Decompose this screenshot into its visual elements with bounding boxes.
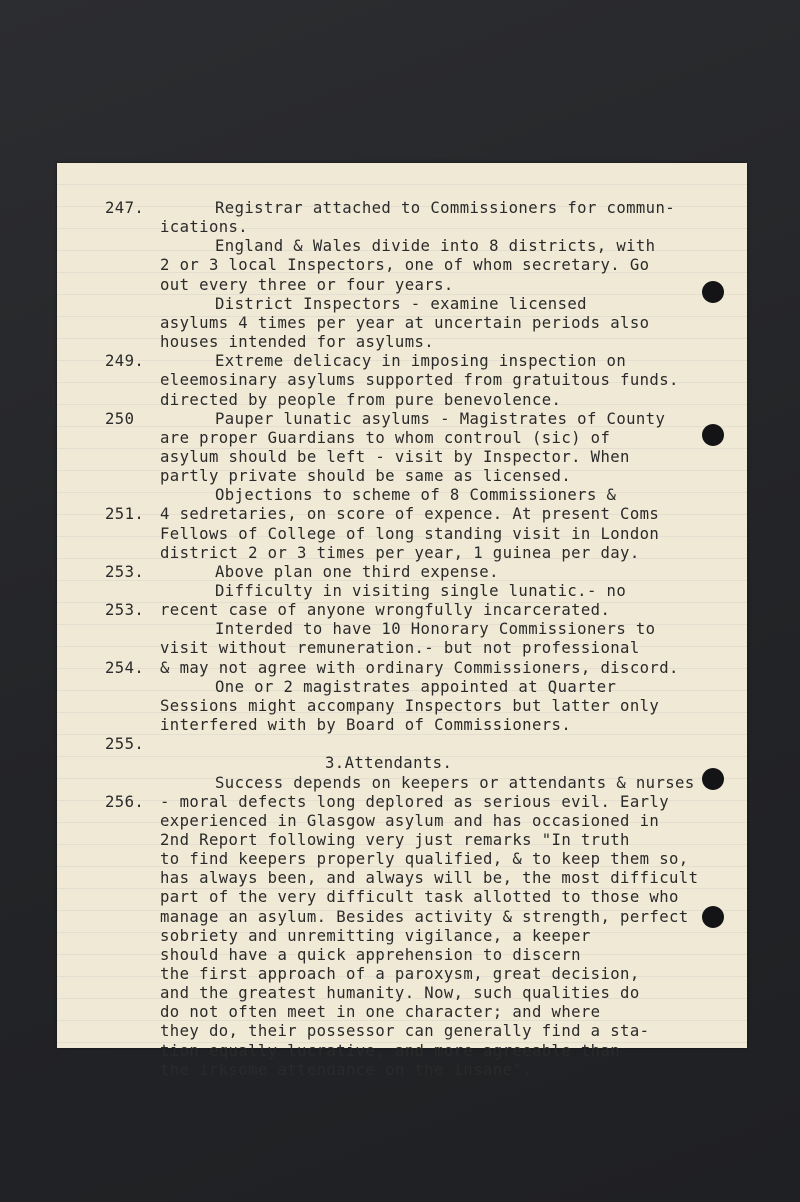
line-text: district 2 or 3 times per year, 1 guinea per day. [160, 543, 640, 562]
text-line [57, 216, 747, 238]
text-line [57, 982, 747, 1004]
line-text: sobriety and unremitting vigilance, a keeper [160, 926, 591, 945]
text-line [57, 389, 747, 411]
punch-hole-2 [702, 424, 724, 446]
paragraph-number: 256. [105, 792, 145, 811]
text-line [57, 963, 747, 985]
text-line [57, 618, 747, 640]
line-text: asylum should be left - visit by Inspector. When [160, 447, 630, 466]
line-text: & may not agree with ordinary Commissioners, discord. [160, 658, 679, 677]
line-text: Pauper lunatic asylums - Magistrates of County [215, 409, 666, 428]
line-text: ications. [160, 218, 249, 237]
line-text: houses intended for asylums. [160, 333, 435, 352]
line-text: part of the very difficult task allotted to those who [160, 888, 679, 907]
paragraph-number: 251. [105, 505, 145, 524]
line-text: Sessions might accompany Inspectors but latter only [160, 696, 660, 715]
line-text: Interded to have 10 Honorary Commissioners to [215, 620, 656, 639]
line-text: One or 2 magistrates appointed at Quarter [215, 677, 617, 696]
text-line [57, 427, 747, 449]
line-text: Registrar attached to Commissioners for commun- [215, 199, 676, 217]
text-line [57, 829, 747, 851]
text-line [57, 235, 747, 257]
text-line [57, 293, 747, 315]
line-text: visit without remuneration.- but not professional [160, 639, 640, 658]
line-text: should have a quick apprehension to discern [160, 945, 581, 964]
text-line [57, 561, 747, 583]
punch-hole-1 [702, 281, 724, 303]
text-line [57, 695, 747, 717]
paragraph-number: 247. [105, 199, 145, 217]
text-line [57, 752, 747, 774]
text-line [57, 331, 747, 353]
line-text: partly private should be same as licensed. [160, 467, 572, 486]
line-text: recent case of anyone wrongfully incarcerated. [160, 601, 611, 620]
line-text: 2 or 3 local Inspectors, one of whom secretary. Go [160, 256, 650, 275]
text-line [57, 312, 747, 334]
text-line [57, 810, 747, 832]
paragraph-number: 253. [105, 601, 145, 620]
text-line [57, 446, 747, 468]
text-line [57, 369, 747, 391]
text-line [57, 1059, 747, 1081]
text-line [57, 791, 747, 813]
line-text: 2nd Report following very just remarks "In truth [160, 830, 630, 849]
line-text: the first approach of a paroxysm, great decision, [160, 965, 640, 983]
text-line [57, 484, 747, 506]
line-text: experienced in Glasgow asylum and has occasioned in [160, 811, 660, 830]
text-line [57, 254, 747, 276]
text-line [57, 599, 747, 621]
line-text: 4 sedretaries, on score of expence. At present Coms [160, 505, 660, 524]
line-text: they do, their possessor can generally find a sta- [160, 1022, 650, 1041]
line-text: the irksome attendance on the insane". [160, 1060, 532, 1079]
text-line [57, 886, 747, 908]
section-heading: 3.Attendants. [325, 754, 453, 773]
text-line [57, 1001, 747, 1023]
text-line [57, 733, 747, 755]
paragraph-number: 254. [105, 658, 145, 677]
text-line [57, 925, 747, 947]
line-text: Extreme delicacy in imposing inspection on [215, 352, 627, 371]
text-line [57, 1020, 747, 1042]
line-text: District Inspectors - examine licensed [215, 294, 587, 313]
line-text: directed by people from pure benevolence. [160, 390, 562, 409]
paragraph-number: 250 [105, 409, 135, 428]
typewritten-page [57, 163, 747, 1079]
punch-hole-3 [702, 768, 724, 790]
text-line [57, 944, 747, 966]
text-line [57, 867, 747, 889]
text-line [57, 906, 747, 928]
line-text: interfered with by Board of Commissioners. [160, 716, 572, 735]
text-line [57, 350, 747, 372]
line-text: out every three or four years. [160, 275, 454, 294]
text-line [57, 465, 747, 487]
line-text: do not often meet in one character; and where [160, 1003, 601, 1022]
text-line [57, 408, 747, 430]
text-line [57, 1040, 747, 1062]
line-text: Fellows of College of long standing visit in London [160, 524, 660, 543]
line-text: tion equally lucrative, and more agreeable than [160, 1041, 621, 1060]
text-line [57, 503, 747, 525]
text-line [57, 197, 747, 219]
line-text: Difficulty in visiting single lunatic.- no [215, 582, 627, 600]
text-line [57, 676, 747, 698]
text-line [57, 580, 747, 602]
text-line [57, 657, 747, 679]
text-line [57, 542, 747, 564]
line-text: asylums 4 times per year at uncertain periods also [160, 313, 650, 332]
line-text: Success depends on keepers or attendants & nurses [215, 773, 695, 792]
line-text: eleemosinary asylums supported from gratuitous funds. [160, 371, 679, 390]
line-text: has always been, and always will be, the most difficult [160, 869, 699, 888]
paragraph-number: 255. [105, 735, 145, 754]
text-line [57, 637, 747, 659]
paragraph-number: 253. [105, 562, 145, 581]
text-line [57, 523, 747, 545]
line-text: Objections to scheme of 8 Commissioners & [215, 486, 617, 505]
line-text: are proper Guardians to whom controul (sic) of [160, 428, 611, 447]
line-text: and the greatest humanity. Now, such qualities do [160, 984, 640, 1003]
punch-hole-4 [702, 906, 724, 928]
text-line [57, 848, 747, 870]
text-line [57, 772, 747, 794]
line-text: manage an asylum. Besides activity & strength, perfect [160, 907, 689, 926]
line-text: - moral defects long deplored as serious evil. Early [160, 792, 669, 811]
line-text: Above plan one third expense. [215, 562, 499, 581]
paragraph-number: 249. [105, 352, 145, 371]
line-text: England & Wales divide into 8 districts, with [215, 237, 656, 256]
text-line [57, 274, 747, 296]
line-text: to find keepers properly qualified, & to keep them so, [160, 850, 689, 869]
text-line [57, 714, 747, 736]
